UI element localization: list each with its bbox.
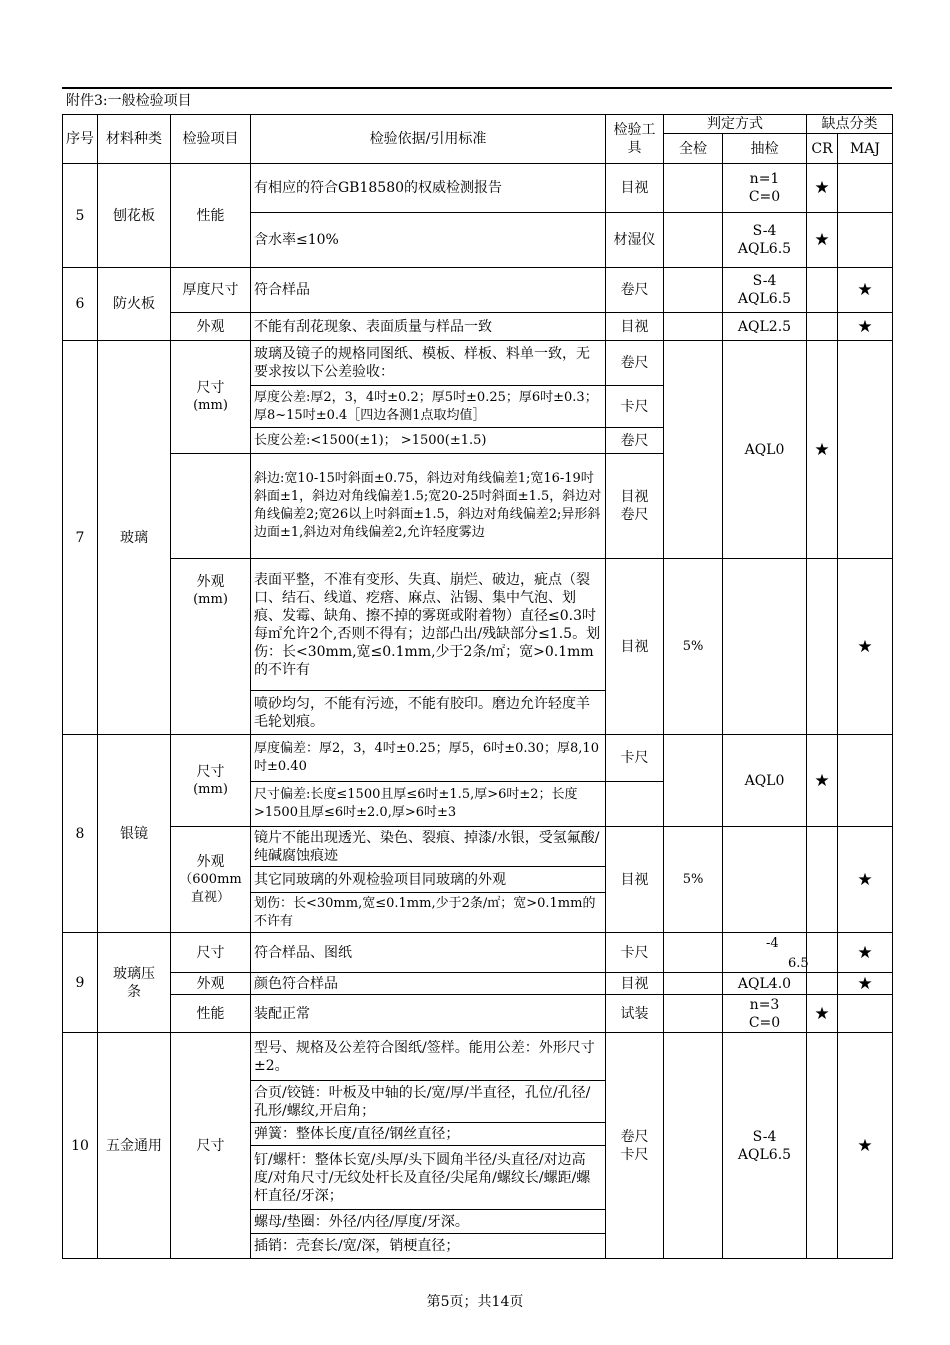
basis-8-2: 尺寸偏差:长度≤1500且厚≤6吋±1.5,厚>6吋±2；长度>1500且厚≤6吋±2.0,厚>6吋±3 xyxy=(251,782,606,827)
basis-8-1: 厚度偏差：厚2，3，4吋±0.25；厚5，6吋±0.30；厚8,10吋±0.40 xyxy=(251,735,606,782)
maj-star-6-1: ★ xyxy=(838,268,893,313)
tool-7-5: 目视 xyxy=(606,559,664,735)
cr-9-2 xyxy=(807,973,838,995)
maj-star-9-1: ★ xyxy=(838,933,893,973)
tool-6-2: 目视 xyxy=(606,313,664,341)
sample-9-3: n=3 C=0 xyxy=(723,995,807,1033)
basis-6-2: 不能有刮花现象、表面质量与样品一致 xyxy=(251,313,606,341)
basis-8-4: 其它同玻璃的外观检验项目同玻璃的外观 xyxy=(251,867,606,893)
item-8-2: 外观 （600mm直视） xyxy=(171,827,251,933)
header-material: 材料种类 xyxy=(98,115,171,164)
tool-7-2: 卡尺 xyxy=(606,386,664,428)
tool-8-3: 目视 xyxy=(606,827,664,933)
full-10 xyxy=(664,1033,723,1259)
cr-6-1 xyxy=(807,268,838,313)
maj-star-9-2: ★ xyxy=(838,973,893,995)
cr-star-8: ★ xyxy=(807,735,838,827)
sample-6-2: AQL2.5 xyxy=(723,313,807,341)
tool-7-1: 卷尺 xyxy=(606,341,664,386)
tool-7-3: 卷尺 xyxy=(606,428,664,454)
sample-7-dim: AQL0 xyxy=(723,341,807,559)
material-7: 玻璃 xyxy=(98,341,171,735)
basis-7-5: 表面平整，不准有变形、失真、崩烂、破边，疵点（裂口、结石、线道、疙瘩、麻点、沾锡、集中气泡、划痕、发霉、缺角、擦不掉的雾斑或附着物）直径≤0.3吋每㎡允许2个,否则不得有；边部凸出/残缺部分≤1.5。划伤：长<30mm,宽≤0.1mm,少于2条/㎡；宽>0.1mm的不许有 xyxy=(251,559,606,691)
tool-5-1: 目视 xyxy=(606,164,664,213)
cr-10 xyxy=(807,1033,838,1259)
seq-7: 7 xyxy=(63,341,98,735)
sample-5-2: S-4 AQL6.5 xyxy=(723,213,807,268)
maj-7-dim xyxy=(838,341,893,559)
item-10: 尺寸 xyxy=(171,1033,251,1259)
header-maj: MAJ xyxy=(838,134,893,164)
maj-9-3 xyxy=(838,995,893,1033)
full-5-1 xyxy=(664,164,723,213)
maj-star-8: ★ xyxy=(838,827,893,933)
material-8: 银镜 xyxy=(98,735,171,933)
item-7-2: 外观 (mm) xyxy=(171,559,251,735)
header-full: 全检 xyxy=(664,134,723,164)
item-5: 性能 xyxy=(171,164,251,268)
seq-5: 5 xyxy=(63,164,98,268)
tool-6-1: 卷尺 xyxy=(606,268,664,313)
page-footer: 第5页；共14页 xyxy=(426,1294,524,1310)
material-6: 防火板 xyxy=(98,268,171,341)
basis-10-2: 合页/铰链：叶板及中轴的长/宽/厚/半直径，孔位/孔径/孔形/螺纹,开启角； xyxy=(251,1081,606,1123)
item-7-1: 尺寸 (mm) xyxy=(171,341,251,454)
full-6-1 xyxy=(664,268,723,313)
basis-10-3: 弹簧：整体长度/直径/钢丝直径； xyxy=(251,1123,606,1146)
basis-10-1: 型号、规格及公差符合图纸/签样。能用公差：外形尺寸±2。 xyxy=(251,1033,606,1081)
maj-star-7: ★ xyxy=(838,559,893,735)
full-7-5: 5% xyxy=(664,559,723,735)
tool-7-4: 目视 卷尺 xyxy=(606,454,664,559)
header-defect: 缺点分类 xyxy=(807,115,893,134)
item-7-bevel xyxy=(171,454,251,559)
tool-9-1: 卡尺 xyxy=(606,933,664,973)
top-rule xyxy=(62,87,892,89)
basis-10-5: 螺母/垫圈：外径/内径/厚度/牙深。 xyxy=(251,1210,606,1234)
basis-5-2: 含水率≤10% xyxy=(251,213,606,268)
header-tool: 检验工具 xyxy=(606,115,664,164)
cr-star-5-2: ★ xyxy=(807,213,838,268)
seq-10: 10 xyxy=(63,1033,98,1259)
material-5: 刨花板 xyxy=(98,164,171,268)
seq-6: 6 xyxy=(63,268,98,341)
item-6-1: 厚度尺寸 xyxy=(171,268,251,313)
cr-star-7: ★ xyxy=(807,341,838,559)
tool-9-3: 试装 xyxy=(606,995,664,1033)
header-judge: 判定方式 xyxy=(664,115,807,134)
full-7-dim xyxy=(664,341,723,559)
sample-8-1: AQL0 xyxy=(723,735,807,827)
basis-7-3: 长度公差:<1500(±1)； >1500(±1.5) xyxy=(251,428,606,454)
basis-7-6: 喷砂均匀，不能有污迹，不能有胶印。磨边允许轻度羊毛轮划痕。 xyxy=(251,691,606,735)
basis-9-1: 符合样品、图纸 xyxy=(251,933,606,973)
material-10: 五金通用 xyxy=(98,1033,171,1259)
cr-star-5-1: ★ xyxy=(807,164,838,213)
full-9-3 xyxy=(664,995,723,1033)
basis-10-6: 插销：壳套长/宽/深，销梗直径； xyxy=(251,1234,606,1259)
basis-7-2: 厚度公差:厚2，3，4吋±0.2；厚5吋±0.25；厚6吋±0.3；厚8~15吋±0.4［四边各测1点取均值］ xyxy=(251,386,606,428)
maj-star-10: ★ xyxy=(838,1033,893,1259)
full-6-2 xyxy=(664,313,723,341)
cr-9-1 xyxy=(807,933,838,973)
tool-8-1: 卡尺 xyxy=(606,735,664,782)
maj-star-6-2: ★ xyxy=(838,313,893,341)
header-sample: 抽检 xyxy=(723,134,807,164)
tool-10: 卷尺 卡尺 xyxy=(606,1033,664,1259)
basis-8-3: 镜片不能出现透光、染色、裂痕、掉漆/水银，受氢氟酸/纯碱腐蚀痕迹 xyxy=(251,827,606,867)
item-8-1: 尺寸 (mm) xyxy=(171,735,251,827)
page-caption: 附件3:一般检验项目 xyxy=(66,93,192,109)
basis-8-5: 划伤：长<30mm,宽≤0.1mm,少于2条/㎡；宽>0.1mm的不许有 xyxy=(251,893,606,933)
item-9-1: 尺寸 xyxy=(171,933,251,973)
sample-8-3 xyxy=(723,827,807,933)
sample-5-1: n=1 C=0 xyxy=(723,164,807,213)
item-9-2: 外观 xyxy=(171,973,251,995)
sample-7-5 xyxy=(723,559,807,735)
inspection-table xyxy=(62,114,893,1259)
header-item: 检验项目 xyxy=(171,115,251,164)
seq-9: 9 xyxy=(63,933,98,1033)
cr-7-5 xyxy=(807,559,838,735)
full-9-2 xyxy=(664,973,723,995)
basis-9-2: 颜色符合样品 xyxy=(251,973,606,995)
full-8-3: 5% xyxy=(664,827,723,933)
sample-9-1: -4 6.5 xyxy=(723,933,807,973)
tool-8-2 xyxy=(606,782,664,827)
sample-6-1: S-4 AQL6.5 xyxy=(723,268,807,313)
material-9: 玻璃压条 xyxy=(98,933,171,1033)
cr-6-2 xyxy=(807,313,838,341)
sample-9-2: AQL4.0 xyxy=(723,973,807,995)
basis-7-4: 斜边:宽10-15吋斜面±0.75，斜边对角线偏差1;宽16-19吋斜面±1，斜边对角线偏差1.5;宽20-25吋斜面±1.5，斜边对角线偏差2;宽26以上吋斜面±1.5，斜边对角线偏差2;异形斜边面±1,斜边对角线偏差2,允许轻度雾边 xyxy=(251,454,606,559)
header-seq: 序号 xyxy=(63,115,98,164)
tool-5-2: 材湿仪 xyxy=(606,213,664,268)
sample-10: S-4 AQL6.5 xyxy=(723,1033,807,1259)
basis-9-3: 装配正常 xyxy=(251,995,606,1033)
tool-9-2: 目视 xyxy=(606,973,664,995)
cr-8-3 xyxy=(807,827,838,933)
cr-star-9-3: ★ xyxy=(807,995,838,1033)
header-cr: CR xyxy=(807,134,838,164)
basis-6-1: 符合样品 xyxy=(251,268,606,313)
maj-8-1 xyxy=(838,735,893,827)
full-9-1 xyxy=(664,933,723,973)
basis-10-4: 钉/螺杆：整体长宽/头厚/头下圆角半径/头直径/对边高度/对角尺寸/无纹处杆长及直径/尖尾角/螺纹长/螺距/螺杆直径/牙深； xyxy=(251,1146,606,1210)
header-basis: 检验依据/引用标准 xyxy=(251,115,606,164)
item-6-2: 外观 xyxy=(171,313,251,341)
maj-5-1 xyxy=(838,164,893,213)
item-9-3: 性能 xyxy=(171,995,251,1033)
basis-7-1: 玻璃及镜子的规格同图纸、模板、样板、料单一致，无要求按以下公差验收： xyxy=(251,341,606,386)
full-8-1 xyxy=(664,735,723,827)
maj-5-2 xyxy=(838,213,893,268)
seq-8: 8 xyxy=(63,735,98,933)
full-5-2 xyxy=(664,213,723,268)
basis-5-1: 有相应的符合GB18580的权威检测报告 xyxy=(251,164,606,213)
